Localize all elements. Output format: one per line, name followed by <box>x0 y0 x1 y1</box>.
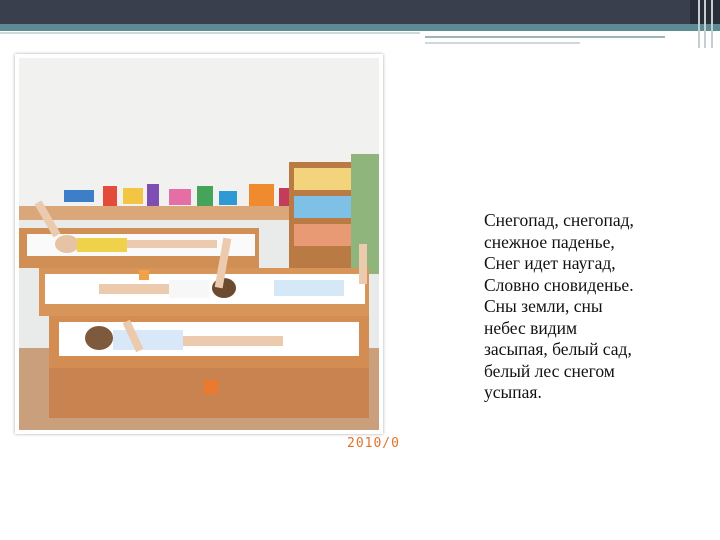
poem-line: усыпая. <box>484 382 542 402</box>
poem-line: снежное паденье, <box>484 231 615 252</box>
poem-line: белый лес снегом <box>484 360 615 381</box>
poem-line: Сны земли, сны <box>484 296 603 316</box>
poem-text <box>484 210 699 404</box>
decorative-line <box>0 32 420 34</box>
poem-line: Снегопад, снегопад, <box>484 210 634 230</box>
slide-header-accent-strip <box>0 24 720 31</box>
decorative-line <box>425 42 580 44</box>
poem-line: Словно сновиденье. <box>484 274 634 295</box>
slide-header-band <box>0 0 720 24</box>
nap-room-photo <box>19 58 379 430</box>
decorative-bar <box>704 0 706 48</box>
photo-frame <box>15 54 400 451</box>
poem-line: засыпая, белый сад, <box>484 339 632 359</box>
poem-line: Снег идет наугад, <box>484 253 616 273</box>
decorative-bar <box>711 0 713 48</box>
photo-date-stamp: 2010/0 <box>347 436 400 451</box>
decorative-bar <box>698 0 700 48</box>
poem-line: небес видим <box>484 317 578 338</box>
decorative-line <box>425 36 665 38</box>
